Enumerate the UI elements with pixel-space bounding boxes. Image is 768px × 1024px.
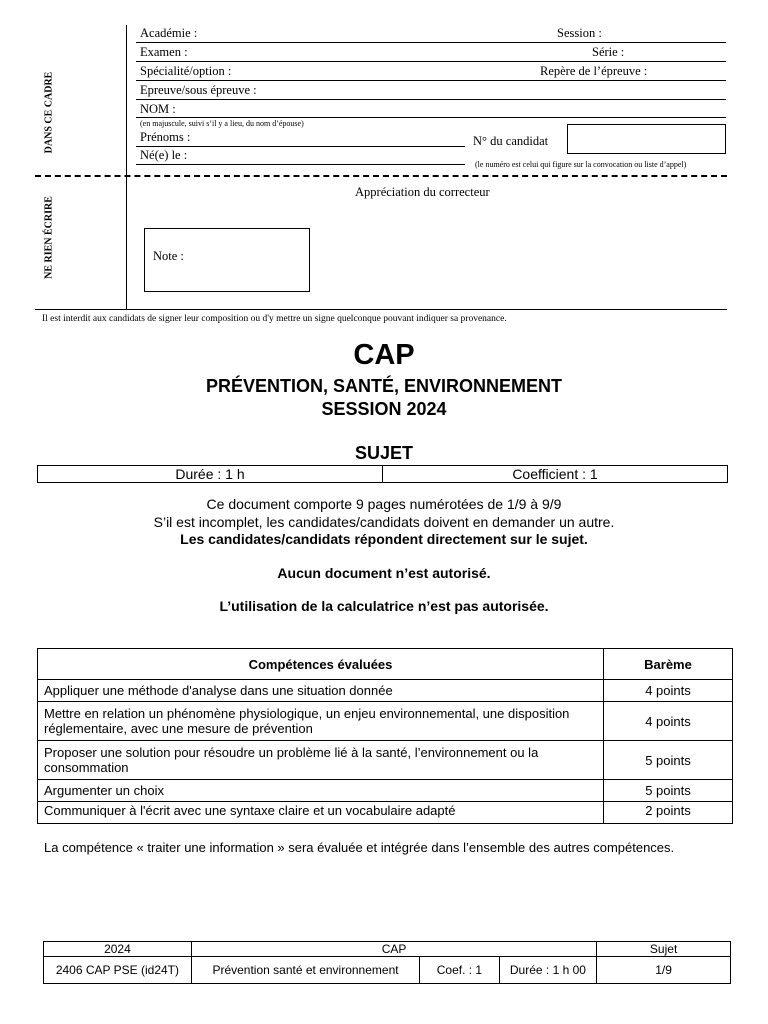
title-session: SESSION 2024 <box>321 399 447 419</box>
serie-label: Série : <box>592 45 625 59</box>
table-row <box>38 802 733 824</box>
examen-line[interactable] <box>136 61 726 62</box>
num-candidat-box[interactable] <box>567 124 726 154</box>
competence-note: La compétence « traiter une information » sera évaluée et intégrée dans l’ensemble des autres compétences. <box>44 840 675 855</box>
points-cell: 5 points <box>604 780 733 802</box>
footer-duree: Durée : 1 h 00 <box>499 957 597 984</box>
nom-note: (en majuscule, suivi s’il y a lieu, du nom d’épouse) <box>140 119 304 128</box>
coef-cell: Coefficient : 1 <box>383 466 728 483</box>
title-sujet: SUJET <box>354 443 414 463</box>
note-box[interactable] <box>144 228 310 292</box>
points-cell: 4 points <box>604 702 733 741</box>
epreuve-label: Epreuve/sous épreuve : <box>140 83 257 97</box>
side-label-dans-ce-cadre: DANS CE CADRE <box>43 71 55 154</box>
side-label-ne-rien-ecrire: NE RIEN ÉCRIRE <box>43 196 55 279</box>
nom-label: NOM : <box>140 102 176 116</box>
competence-cell: Mettre en relation un phénomène physiologique, un enjeu environnemental, une disposition réglementaire, avec une mesure de prévention <box>38 702 604 741</box>
specialite-label: Spécialité/option : <box>140 64 232 78</box>
num-candidat-note: (le numéro est celui qui figure sur la convocation ou liste d’appel) <box>475 160 687 169</box>
duree-coef-table <box>37 465 728 483</box>
points-cell: 5 points <box>604 741 733 780</box>
academie-line[interactable] <box>136 42 726 43</box>
title-subject: PRÉVENTION, SANTÉ, ENVIRONNEMENT <box>205 376 563 396</box>
cut-line <box>35 175 727 177</box>
academie-label: Académie : <box>140 26 198 40</box>
footer-subject: Prévention santé et environnement <box>191 957 419 984</box>
duree-cell: Durée : 1 h <box>38 466 383 483</box>
table-row <box>38 780 733 802</box>
interdit-notice: Il est interdit aux candidats de signer leur composition ou d'y mettre un signe quelconque pouvant indiquer sa provenance. <box>42 314 507 324</box>
points-cell: 4 points <box>604 680 733 702</box>
appreciation-label: Appréciation du correcteur <box>355 185 490 199</box>
repere-label: Repère de l’épreuve : <box>540 64 648 78</box>
competences-header-row <box>38 649 733 680</box>
competence-cell: Argumenter un choix <box>38 780 604 802</box>
epreuve-line[interactable] <box>136 99 726 100</box>
instruction-incomplet: S’il est incomplet, les candidates/candidats doivent en demander un autre. <box>153 514 615 530</box>
footer-page: 1/9 <box>597 957 731 984</box>
footer-table <box>43 941 731 984</box>
prenoms-label: Prénoms : <box>140 130 191 144</box>
table-row <box>38 680 733 702</box>
num-candidat-label: N° du candidat <box>473 134 549 148</box>
ne-le-label: Né(e) le : <box>140 148 188 162</box>
title-cap: CAP <box>353 339 415 371</box>
specialite-line[interactable] <box>136 80 726 81</box>
competence-cell: Communiquer à l'écrit avec une syntaxe claire et un vocabulaire adapté <box>38 802 604 824</box>
instruction-document: Aucun document n’est autorisé. <box>277 565 491 581</box>
table-row <box>38 741 733 780</box>
table-row <box>38 702 733 741</box>
form-vertical-divider <box>126 25 127 309</box>
competence-cell: Proposer une solution pour résoudre un problème lié à la santé, l’environnement ou la consommation <box>38 741 604 780</box>
prenoms-line[interactable] <box>136 146 465 147</box>
header-competences: Compétences évaluées <box>38 649 604 680</box>
points-cell: 2 points <box>604 802 733 824</box>
instruction-pages: Ce document comporte 9 pages numérotées de 1/9 à 9/9 <box>206 496 562 512</box>
form-bottom-line <box>35 309 727 310</box>
competence-cell: Appliquer une méthode d'analyse dans une situation donnée <box>38 680 604 702</box>
competences-table <box>37 648 733 824</box>
instruction-calculatrice: L’utilisation de la calculatrice n’est pas autorisée. <box>219 598 549 614</box>
footer-coef: Coef. : 1 <box>420 957 499 984</box>
ne-le-line[interactable] <box>136 164 465 165</box>
header-bareme: Barème <box>604 649 733 680</box>
instruction-repondre: Les candidates/candidats répondent directement sur le sujet. <box>180 531 588 547</box>
footer-year: 2024 <box>44 942 192 957</box>
footer-type: Sujet <box>597 942 731 957</box>
examen-label: Examen : <box>140 45 188 59</box>
footer-exam: CAP <box>191 942 596 957</box>
note-label: Note : <box>153 249 184 263</box>
footer-code: 2406 CAP PSE (id24T) <box>44 957 192 984</box>
session-label: Session : <box>557 26 602 40</box>
nom-line[interactable] <box>136 117 726 118</box>
